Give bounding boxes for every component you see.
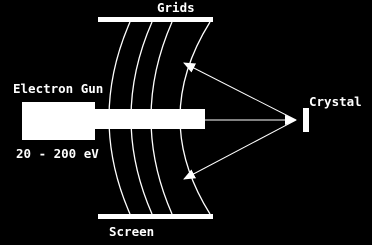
crystal-sample <box>303 108 309 132</box>
top-plate <box>98 17 213 22</box>
grids-label: Grids <box>157 0 195 15</box>
electron-gun-body <box>22 102 95 140</box>
bottom-plate <box>98 214 213 219</box>
screen-label: Screen <box>109 224 155 239</box>
electron-gun-barrel <box>95 109 205 129</box>
crystal-label: Crystal <box>309 94 362 109</box>
energy-range-label: 20 - 200 eV <box>16 146 99 161</box>
electron-gun-label: Electron Gun <box>13 81 104 96</box>
